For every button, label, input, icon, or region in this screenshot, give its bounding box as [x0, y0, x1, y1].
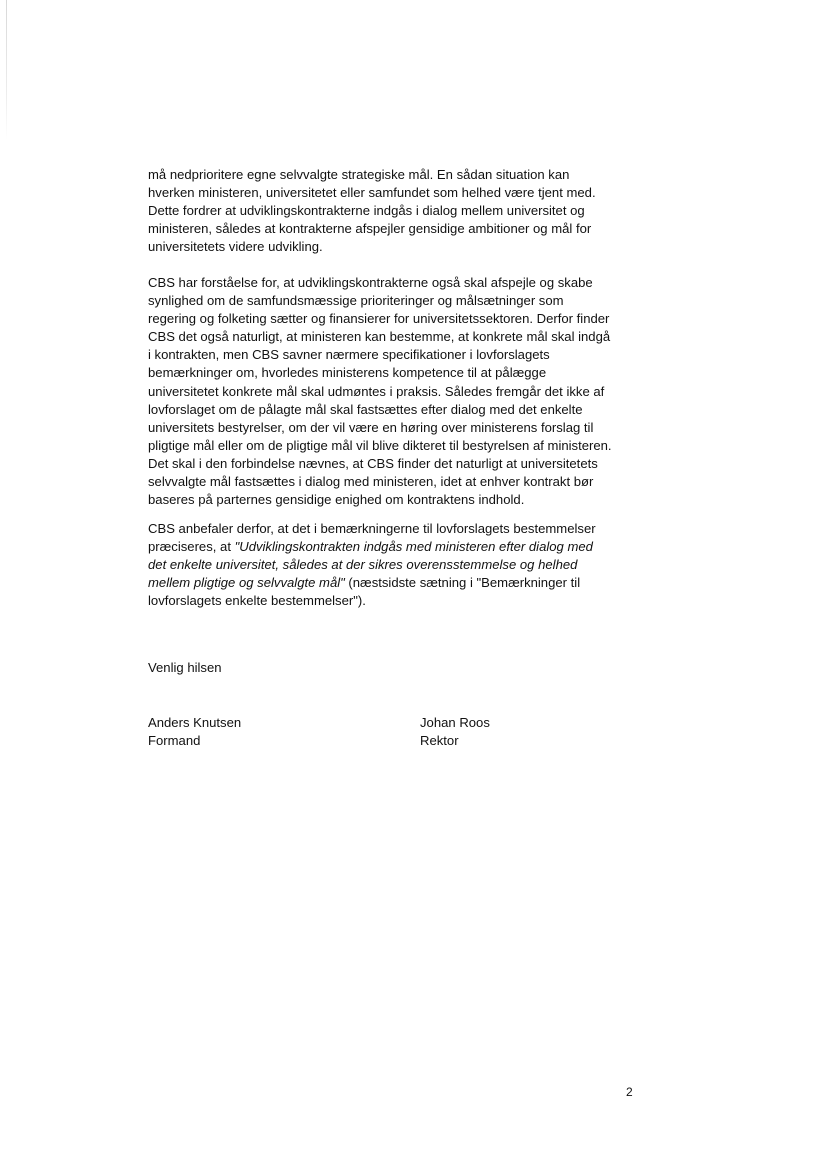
paragraph-1-line: ministeren, således at kontrakterne afspejler gensidige ambitioner og mål for	[148, 221, 592, 237]
paragraph-3-text: præciseres, at	[148, 539, 235, 555]
paragraph-3	[148, 520, 596, 610]
paragraph-2-line: Det skal i den forbindelse nævnes, at CBS finder det naturligt at universitetets	[148, 455, 598, 471]
paragraph-1-line: må nedprioritere egne selvvalgte strategiske mål. En sådan situation kan	[148, 167, 570, 182]
paragraph-3-line: CBS anbefaler derfor, at det i bemærkningerne til lovforslagets bestemmelser	[148, 521, 596, 536]
paragraph-2-line: i kontrakten, men CBS savner nærmere specifikationer i lovforslagets	[148, 347, 550, 363]
scan-edge-mark	[6, 0, 7, 140]
paragraph-2-line: bemærkninger om, hvorledes ministerens kompetence til at pålægge	[148, 365, 547, 381]
closing-greeting: Venlig hilsen	[148, 660, 222, 675]
signature-block-right	[420, 714, 490, 750]
signatory-title: Formand	[148, 733, 201, 749]
paragraph-2-line: CBS har forståelse for, at udviklingskontrakterne også skal afspejle og skabe	[148, 275, 593, 290]
paragraph-2-line: synlighed om de samfundsmæssige prioriteringer og målsætninger som	[148, 293, 564, 309]
quoted-recommendation: det enkelte universitet, således at der sikres overensstemmelse og helhed	[148, 557, 578, 573]
paragraph-1	[148, 166, 596, 256]
paragraph-2-line: universitets bestyrelser, om der vil være en høring over ministerens forslag til	[148, 419, 594, 435]
paragraph-2-line: universitetet konkrete mål skal udmøntes i praksis. Således fremgår det ikke af	[148, 383, 605, 399]
paragraph-3-line: lovforslagets enkelte bestemmelser").	[148, 593, 366, 609]
paragraph-1-line: universitetets videre udvikling.	[148, 239, 323, 255]
paragraph-2-line: regering og folketing sætter og finansierer for universitetssektoren. Derfor finder	[148, 311, 610, 327]
signatory-name: Anders Knutsen	[148, 715, 242, 730]
paragraph-1-line: Dette fordrer at udviklingskontrakterne indgås i dialog mellem universitet og	[148, 203, 585, 219]
paragraph-3-line	[148, 574, 596, 592]
paragraph-3-line	[148, 538, 596, 556]
quoted-recommendation: "Udviklingskontrakten indgås med ministeren efter dialog med	[234, 539, 593, 555]
page-number: 2	[626, 1085, 633, 1099]
signatory-name: Johan Roos	[420, 715, 490, 730]
signatory-title: Rektor	[420, 733, 459, 749]
paragraph-3-text: (næstsidste sætning i "Bemærkninger til	[344, 575, 581, 591]
quoted-recommendation: mellem pligtige og selvvalgte mål"	[148, 575, 345, 591]
signature-block-left	[148, 714, 241, 750]
paragraph-2-line: CBS det også naturligt, at ministeren kan bestemme, at konkrete mål skal indgå	[148, 329, 611, 345]
paragraph-2-line: baseres på parternes gensidige enighed om kontraktens indhold.	[148, 492, 525, 508]
paragraph-2-line: selvvalgte mål fastsættes i dialog med ministeren, idet at enhver kontrakt bør	[148, 474, 594, 490]
paragraph-2	[148, 274, 612, 509]
paragraph-2-line: pligtige mål eller om de pligtige mål vil blive dikteret til bestyrelsen af ministeren.	[148, 437, 612, 453]
paragraph-1-line: hverken ministeren, universitetet eller samfundet som helhed være tjent med.	[148, 185, 596, 201]
paragraph-2-line: lovforslaget om de pålagte mål skal fastsættes efter dialog med det enkelte	[148, 401, 583, 417]
